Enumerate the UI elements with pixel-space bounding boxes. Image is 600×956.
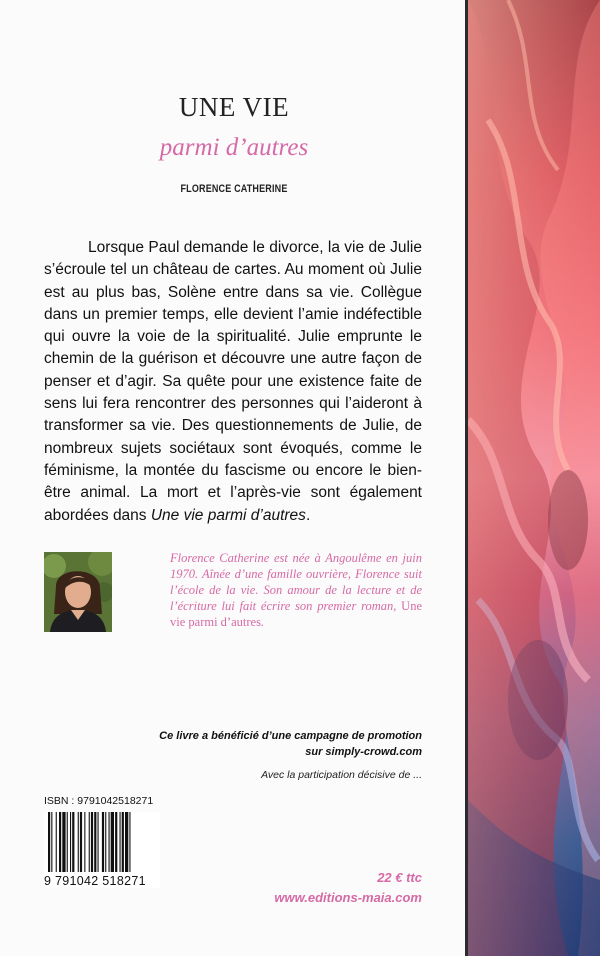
author-bio — [170, 550, 422, 630]
cover-artwork — [468, 0, 600, 956]
book-title: UNE VIE — [178, 92, 290, 122]
promotion-note — [122, 728, 422, 760]
participation-note: Avec la participation décisive de ... — [261, 769, 422, 781]
book-blurb — [44, 237, 422, 527]
barcode-bars — [44, 812, 160, 880]
barcode — [44, 812, 160, 888]
author-name: FLORENCE CATHERINE — [180, 183, 288, 195]
book-subtitle: parmi d’autres — [159, 134, 309, 161]
blurb-end: . — [305, 506, 311, 524]
bio-book-title: Une vie parmi d’autres — [170, 599, 422, 629]
bio-end: . — [260, 615, 265, 629]
price: 22 € ttc — [377, 870, 422, 885]
publisher-website[interactable]: www.editions-maia.com — [274, 890, 422, 905]
promo-line-1: Ce livre a bénéficié d’une campagne de promotion — [159, 730, 422, 742]
blurb-book-title: Une vie parmi d’autres — [150, 506, 306, 524]
isbn: ISBN : 9791042518271 — [44, 795, 154, 807]
bio-text: Florence Catherine est née à Angoulême en juin 1970. Aînée d’une famille ouvrière, Florence suit l’école de la vie. Son amour de la lecture et de l’écriture lui fait écrire son premier roman, — [170, 551, 422, 613]
blurb-text: Lorsque Paul demande le divorce, la vie de Julie s’écroule tel un château de cartes. Au moment où Julie est au plus bas, Solène entre dans sa vie. Collègue dans un premier temps, elle devient l’amie indéfectible qui ouvre la voie de la spiritualité. Julie emprunte le chemin de la guérison et découvre une autre façon de penser et d’agir. Sa quête pour une existence faite de sens lui fera rencontrer des personnes qui l’aideront à transformer sa vie. Des questionnements de Julie, de nombreux sujets sociétaux sont évoqués, comme le féminisme, la montée du fascisme ou encore le bien-être animal. La mort et l’après-vie sont également abordées dans — [44, 239, 422, 524]
promo-line-2: sur simply-crowd.com — [305, 746, 422, 758]
barcode-number: 9 791042 518271 — [44, 874, 146, 888]
author-photo — [44, 552, 112, 632]
